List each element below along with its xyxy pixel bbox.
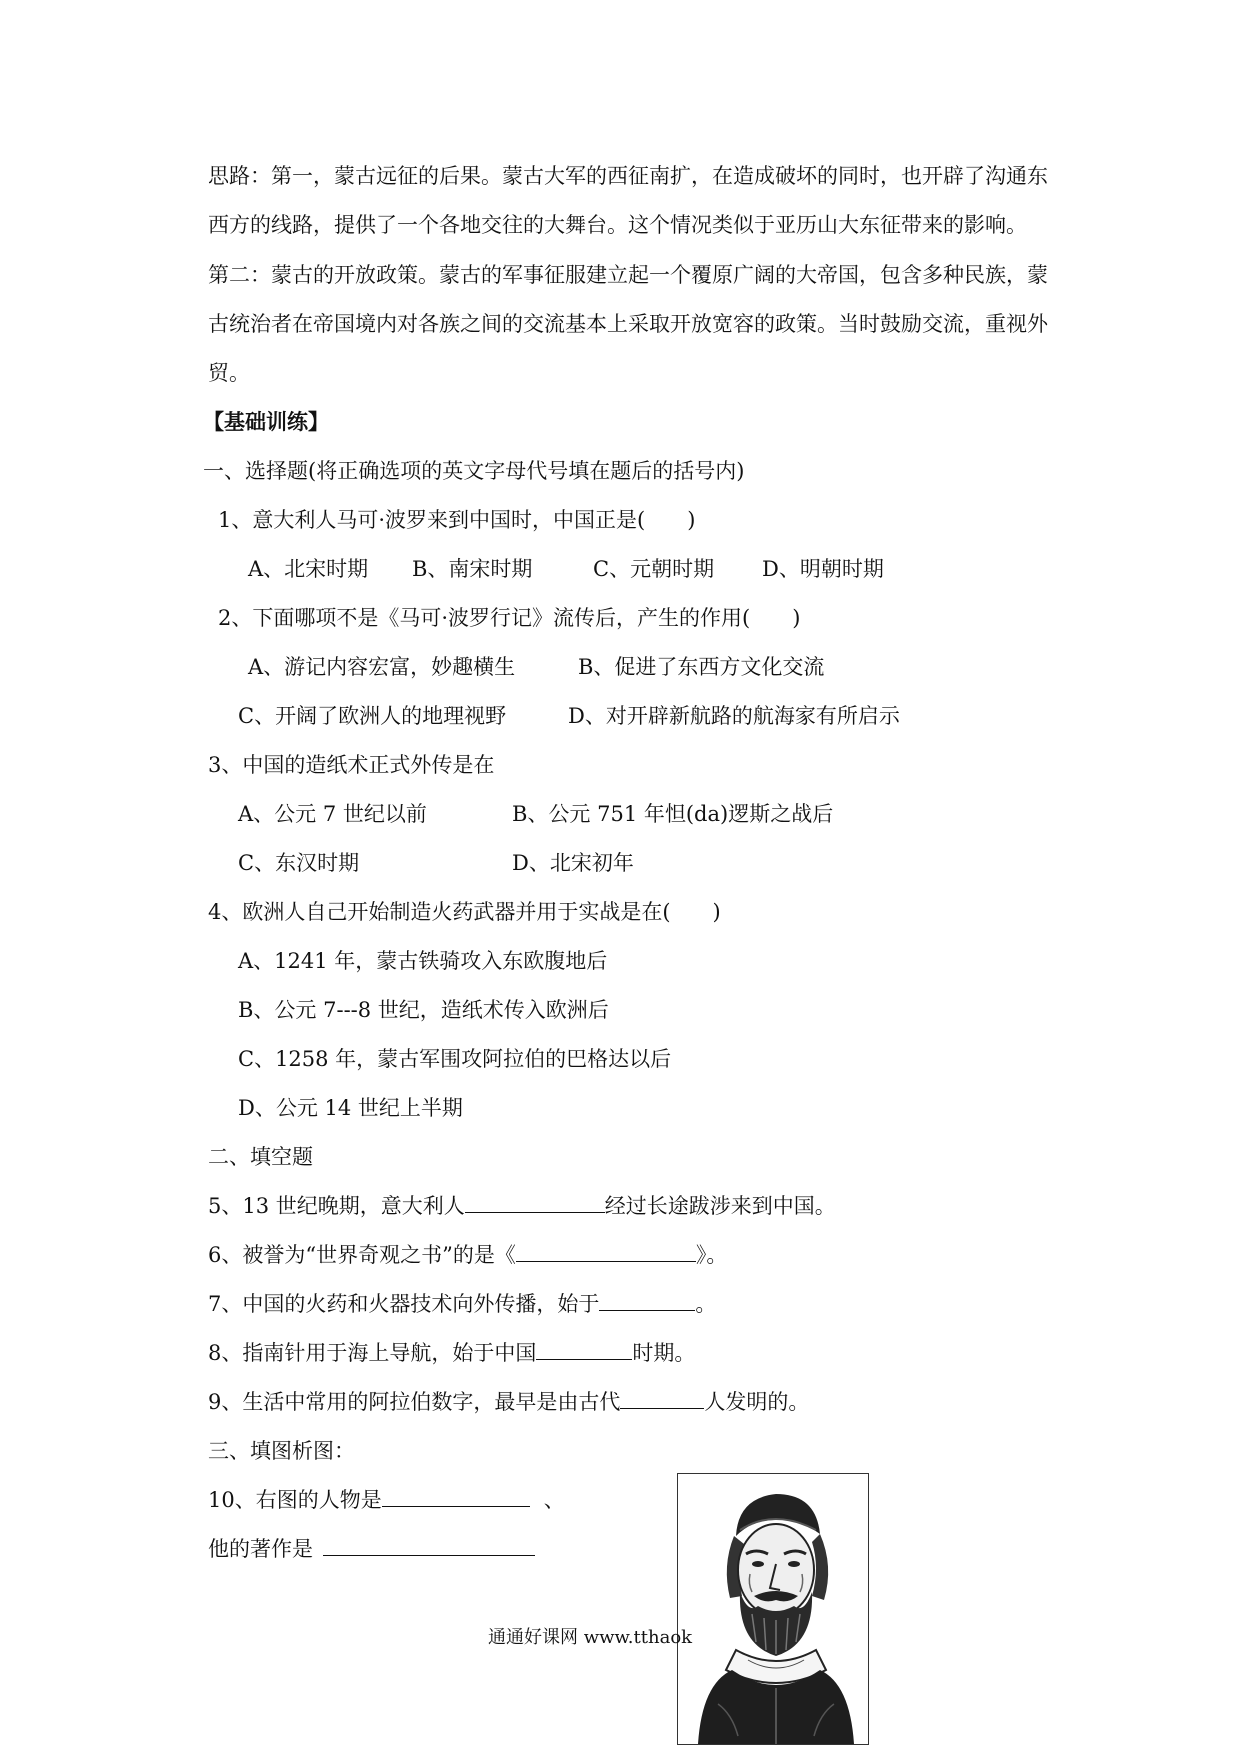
q4-option-d: D、公元 14 世纪上半期 [238, 1096, 463, 1120]
q3-option-b: B、公元 751 年怛(da)逻斯之战后 [512, 802, 834, 826]
q6-blank[interactable] [516, 1241, 696, 1262]
q4-stem: 4、欧洲人自己开始制造火药武器并用于实战是在( ) [208, 900, 721, 924]
q7-before: 7、中国的火药和火器技术向外传播，始于 [208, 1292, 600, 1316]
q8-before: 8、指南针用于海上导航，始于中国 [208, 1341, 537, 1365]
q1-stem: 1、意大利人马可·波罗来到中国时，中国正是( ) [218, 508, 696, 532]
q8-blank[interactable] [536, 1339, 632, 1360]
footer-watermark: 通通好课网 www.tthaok [488, 1627, 693, 1648]
q6-before: 6、被誉为“世界奇观之书”的是《 [208, 1243, 516, 1267]
q7-after: 。 [695, 1292, 717, 1316]
q9-blank[interactable] [620, 1388, 704, 1409]
q10-line-1 [208, 1486, 565, 1514]
q6 [208, 1241, 727, 1269]
q5 [208, 1192, 836, 1220]
q6-after: 》。 [695, 1243, 728, 1267]
portrait-image [677, 1473, 869, 1745]
q3-option-d: D、北宋初年 [512, 851, 634, 875]
passage-line-3: 第二：蒙古的开放政策。蒙古的军事征服建立起一个覆原广阔的大帝国，包含多种民族，蒙 [208, 263, 1048, 287]
q4-option-c: C、1258 年，蒙古军围攻阿拉伯的巴格达以后 [238, 1047, 672, 1071]
q2-option-d: D、对开辟新航路的航海家有所启示 [568, 704, 900, 728]
q8-after: 时期。 [632, 1341, 696, 1365]
q2-stem: 2、下面哪项不是《马可·波罗行记》流传后，产生的作用( ) [218, 606, 801, 630]
passage-line-1: 思路：第一，蒙古远征的后果。蒙古大军的西征南扩，在造成破坏的同时，也开辟了沟通东 [208, 164, 1048, 188]
part3-heading: 三、填图析图： [208, 1439, 355, 1463]
q1-option-c: C、元朝时期 [593, 557, 715, 581]
q10-line-2 [208, 1535, 535, 1563]
marco-polo-portrait-illustration [678, 1474, 868, 1744]
q7-blank[interactable] [599, 1290, 695, 1311]
q5-before: 5、13 世纪晚期，意大利人 [208, 1194, 465, 1218]
q7 [208, 1290, 716, 1318]
q1-option-a: A、北宋时期 [248, 557, 369, 581]
q4-option-b: B、公元 7---8 世纪，造纸术传入欧洲后 [238, 998, 609, 1022]
q10-person-blank[interactable] [382, 1486, 530, 1507]
q9-before: 9、生活中常用的阿拉伯数字，最早是由古代 [208, 1390, 621, 1414]
q3-option-c: C、东汉时期 [238, 851, 360, 875]
q10-prefix: 10、右图的人物是 [208, 1488, 382, 1512]
q1-option-b: B、南宋时期 [412, 557, 533, 581]
passage-line-2: 西方的线路，提供了一个各地交往的大舞台。这个情况类似于亚历山大东征带来的影响。 [208, 213, 1027, 237]
q8 [208, 1339, 695, 1367]
passage-line-4: 古统治者在帝国境内对各族之间的交流基本上采取开放宽容的政策。当时鼓励交流，重视外 [208, 312, 1048, 336]
q1-option-d: D、明朝时期 [762, 557, 884, 581]
part2-heading: 二、填空题 [208, 1145, 313, 1169]
q3-option-a: A、公元 7 世纪以前 [238, 802, 427, 826]
q4-option-a: A、1241 年，蒙古铁骑攻入东欧腹地后 [238, 949, 608, 973]
q5-blank[interactable] [465, 1192, 605, 1213]
q2-option-c: C、开阔了欧洲人的地理视野 [238, 704, 507, 728]
q5-after: 经过长途跋涉来到中国。 [604, 1194, 836, 1218]
q10-work-blank[interactable] [323, 1535, 535, 1556]
q9-after: 人发明的。 [704, 1390, 810, 1414]
part1-heading: 一、选择题(将正确选项的英文字母代号填在题后的括号内) [203, 459, 745, 483]
q10-separator: 、 [543, 1488, 565, 1512]
passage-line-5: 贸。 [208, 361, 250, 385]
q3-stem: 3、中国的造纸术正式外传是在 [208, 753, 495, 777]
section-title: 【基础训练】 [203, 409, 329, 434]
q9 [208, 1388, 809, 1416]
q10-work-prefix: 他的著作是 [208, 1537, 313, 1561]
q2-option-b: B、促进了东西方文化交流 [578, 655, 825, 679]
q2-option-a: A、游记内容宏富，妙趣横生 [248, 655, 516, 679]
